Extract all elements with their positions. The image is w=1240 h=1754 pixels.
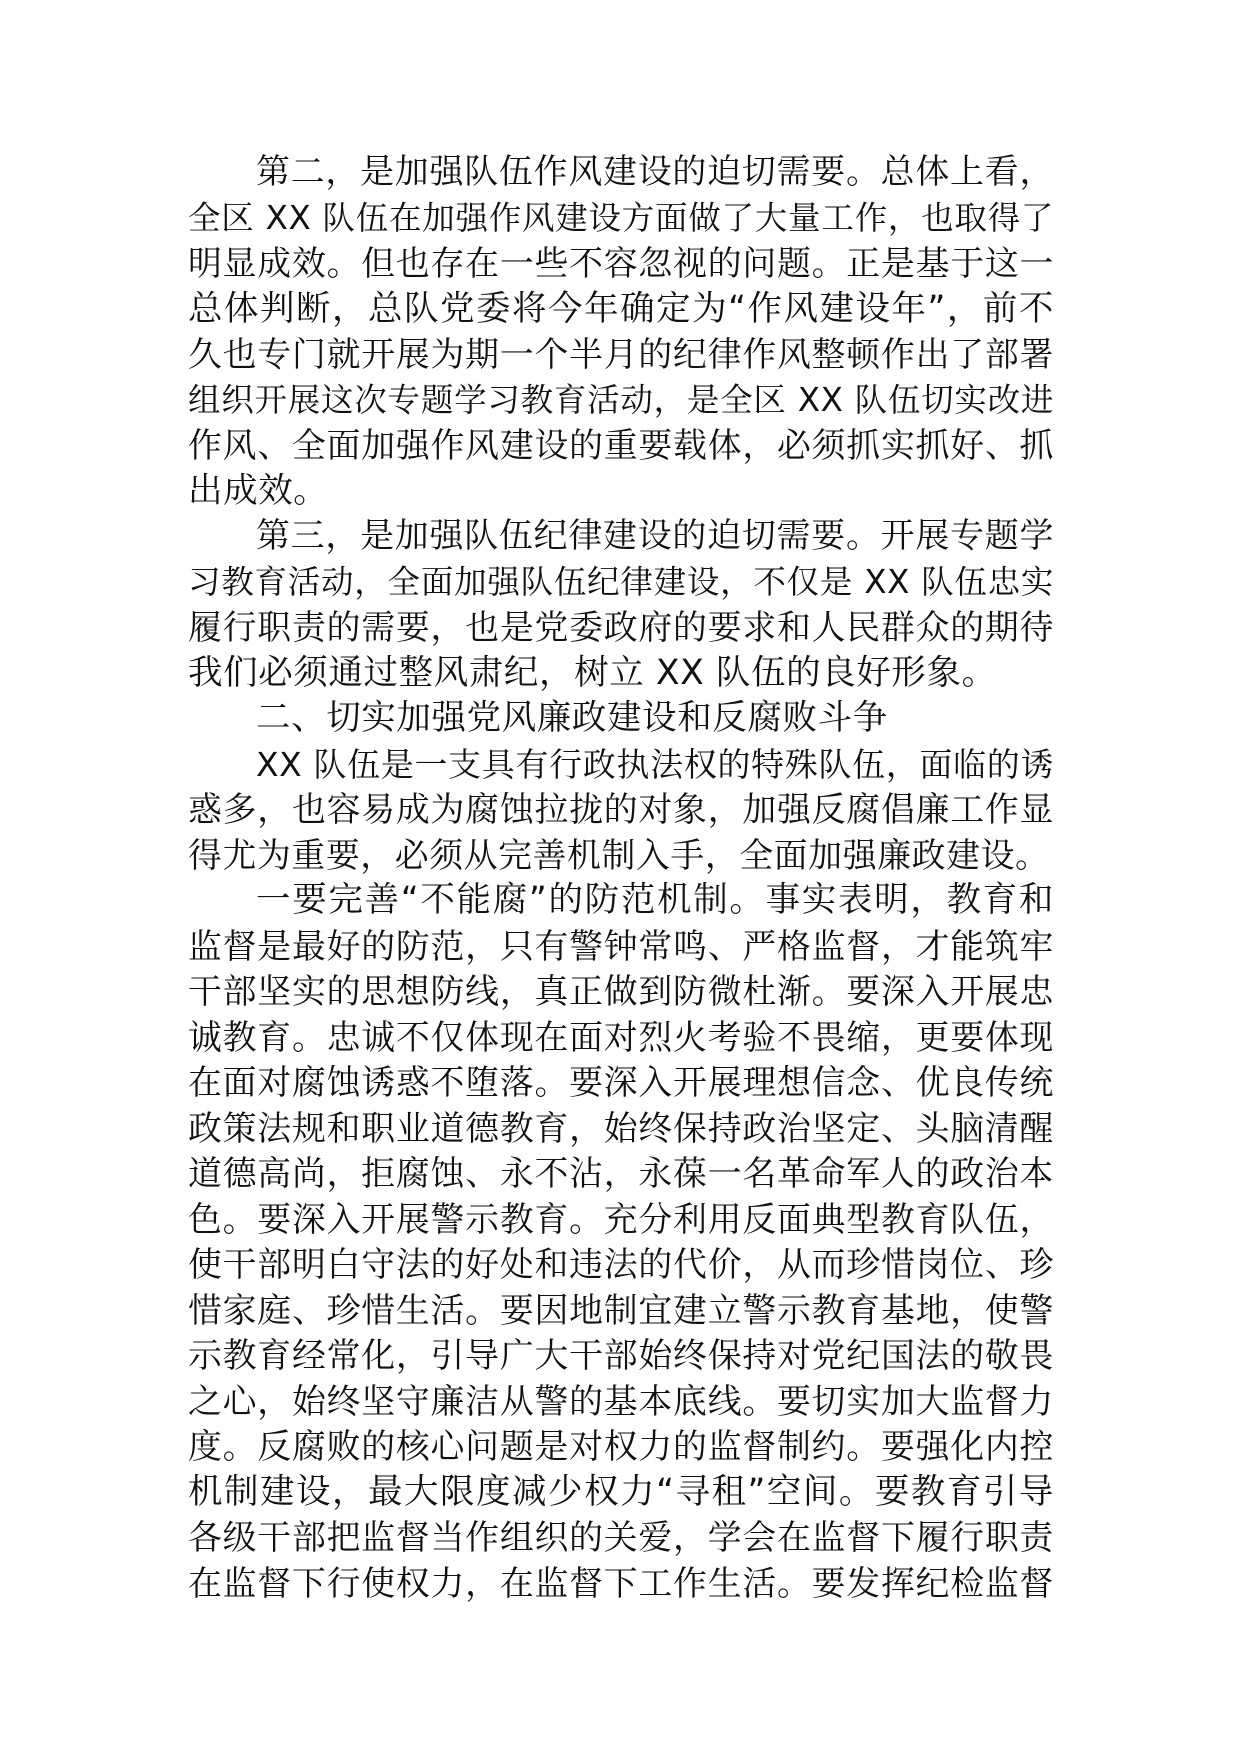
text-line: 我们必须通过整风肃纪，树立 XX 队伍的良好形象。 [188,652,997,693]
text-line: 政策法规和职业道德教育，始终保持政治坚定、头脑清醒 [188,1108,1054,1148]
text-line: 示教育经常化，引导广大干部始终保持对党纪国法的敬畏 [188,1336,1054,1375]
text-line: 之心，始终坚守廉洁从警的基本底线。要切实加大监督力 [188,1381,1054,1421]
text-line: 干部坚实的思想防线，真正做到防微杜渐。要深入开展忠 [188,972,1054,1011]
text-line: 一要完善“不能腐”的防范机制。事实表明，教育和 [256,880,1054,920]
text-line: 监督是最好的防范，只有警钟常鸣、严格监督，才能筑牢 [188,926,1054,966]
text-line: 诚教育。忠诚不仅体现在面对烈火考验不畏缩，更要体现 [188,1017,1054,1057]
text-line: 明显成效。但也存在一些不容忽视的问题。正是基于这一 [188,244,1054,283]
text-line: 机制建设，最大限度减少权力“寻租”空间。要教育引导 [188,1471,1054,1512]
text-line: 使干部明白守法的好处和违法的代价，从而珍惜岗位、珍 [188,1245,1054,1284]
text-line: 作风、全面加强作风建设的重要载体，必须抓实抓好、抓 [188,426,1054,465]
text-line: 出成效。 [188,470,329,511]
text-line: 履行职责的需要，也是党委政府的要求和人民群众的期待 [188,608,1054,647]
text-line: 在监督下行使权力，在监督下工作生活。要发挥纪检监督 [188,1563,1054,1603]
text-line: 色。要深入开展警示教育。充分利用反面典型教育队伍， [188,1199,1054,1239]
text-line: 道德高尚，拒腐蚀、永不沾，永葆一名革命军人的政治本 [188,1154,1054,1193]
text-line: 第三，是加强队伍纪律建设的迫切需要。开展专题学 [256,517,1054,556]
text-line: 组织开展这次专题学习教育活动，是全区 XX 队伍切实改进 [188,380,1054,419]
text-line: 久也专门就开展为期一个半月的纪律作风整顿作出了部署 [188,335,1054,374]
text-line: 在面对腐蚀诱惑不堕落。要深入开展理想信念、优良传统 [188,1063,1054,1102]
text-line: XX 队伍是一支具有行政执法权的特殊队伍，面临的诱 [256,744,1054,784]
text-line: 度。反腐败的核心问题是对权力的监督制约。要强化内控 [188,1427,1054,1466]
text-line: 习教育活动，全面加强队伍纪律建设，不仅是 XX 队伍忠实 [188,562,1054,601]
text-line: 全区 XX 队伍在加强作风建设方面做了大量工作，也取得了 [188,198,1054,237]
text-line: 第二，是加强队伍作风建设的迫切需要。总体上看， [256,153,1054,192]
text-line: 二、切实加强党风廉政建设和反腐败斗争 [256,698,888,738]
text-line: 总体判断，总队党委将今年确定为“作风建设年”，前不 [188,288,1054,329]
document-page [188,150,1054,1606]
text-line: 得尤为重要，必须从完善机制入手，全面加强廉政建设。 [188,835,1050,875]
text-line: 惑多，也容易成为腐蚀拉拢的对象，加强反腐倡廉工作显 [188,790,1054,829]
text-line: 惜家庭、珍惜生活。要因地制宜建立警示教育基地，使警 [188,1290,1054,1330]
text-line: 各级干部把监督当作组织的关爱，学会在监督下履行职责 [188,1518,1054,1557]
